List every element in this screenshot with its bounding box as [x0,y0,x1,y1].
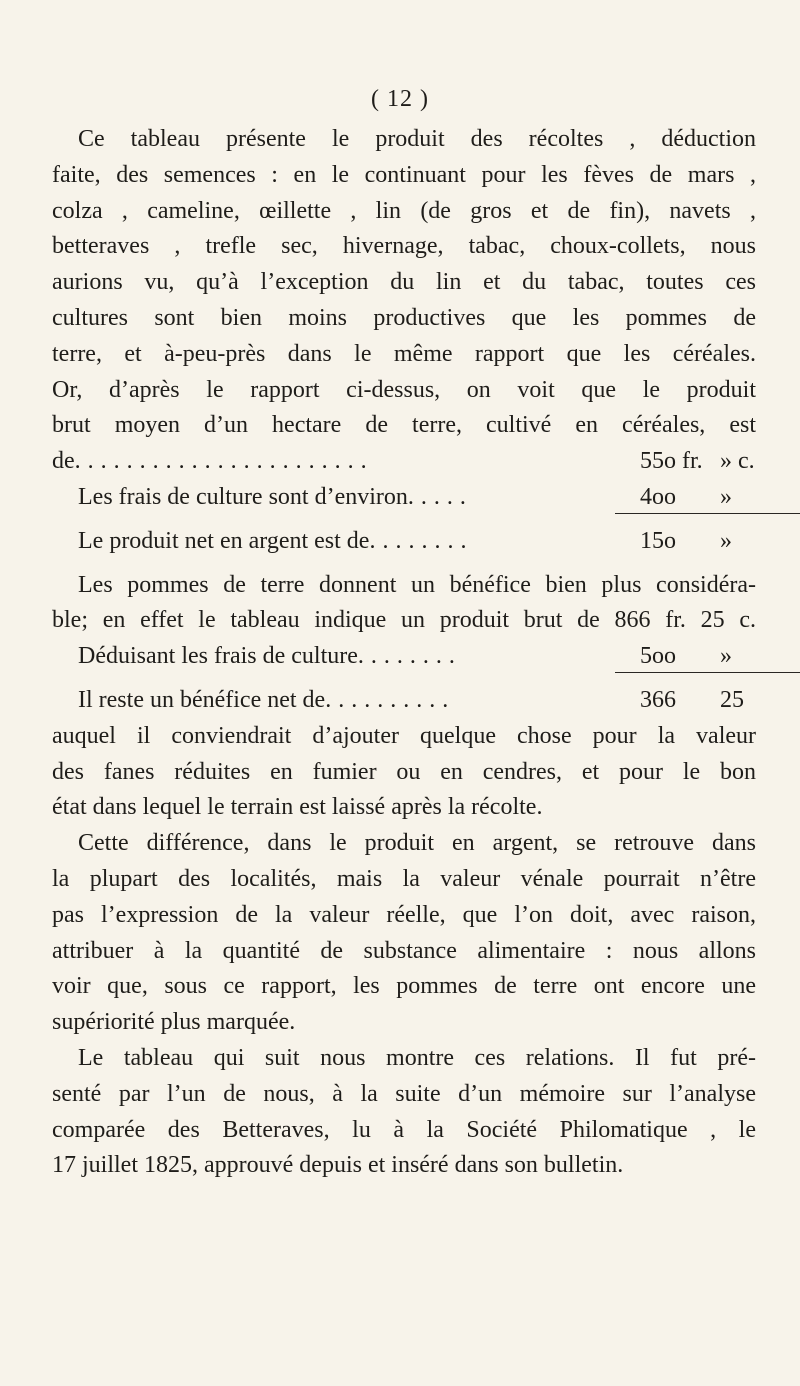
text-line: auquel il conviendrait d’ajouter quelque chose pour la valeur [52,722,756,749]
text-line: attribuer à la quantité de substance alimentaire : nous allons [52,937,756,964]
text-line: ble; en effet le tableau indique un produit brut de 866 fr. 25 c. [52,607,756,634]
text-line: Or, d’après le rapport ci-dessus, on voit que le produit [52,376,756,403]
leader-dots: . . . . . . . . . . [325,686,449,713]
text-line: betteraves , trefle sec, hivernage, tabac, choux-collets, nous [52,233,756,260]
ledger-unit: » c. [720,448,755,475]
text-line: Les pommes de terre donnent un bénéfice bien plus considéra- [78,571,756,598]
ledger-label: Les frais de culture sont d’environ [78,483,408,510]
ledger-unit: » [720,527,732,554]
ledger-row-costs [52,480,756,516]
ledger-amount: 55o fr. [640,448,703,475]
text-line: 17 juillet 1825, approuvé depuis et inséré dans son bulletin. [52,1152,624,1179]
body-text [52,122,756,1184]
text-line: Le tableau qui suit nous montre ces relations. Il fut pré- [78,1044,756,1071]
ledger-cereals [52,444,756,559]
text-line: la plupart des localités, mais la valeur vénale pourrait n’être [52,865,756,892]
text-line: comparée des Betteraves, lu à la Société Philomatique , le [52,1116,756,1143]
ledger-label: Le produit net en argent est de [78,527,370,554]
ledger-row-net [52,524,756,560]
text-line: brut moyen d’un hectare de terre, cultivé en céréales, est [52,412,756,439]
ledger-label: Il reste un bénéfice net de [78,686,326,713]
ledger-label: de [52,448,75,475]
leader-dots: . . . . . . . . [357,643,456,670]
text-line: terre, et à-peu-près dans le même rapport que les céréales. [52,340,756,367]
text-line: voir que, sous ce rapport, les pommes de terre ont encore une [52,973,756,1000]
text-line: senté par l’un de nous, à la suite d’un mémoire sur l’analyse [52,1080,756,1107]
ledger-amount: 366 [640,686,676,713]
text-line: Ce tableau présente le produit des récoltes , déduction [78,126,756,152]
ledger-potatoes [52,639,756,719]
paragraph-1 [52,122,756,444]
text-line: faite, des semences : en le continuant pour les fèves de mars , [52,161,756,188]
ledger-row-profit [52,683,756,719]
text-line: des fanes réduites en fumier ou en cendres, et pour le bon [52,758,756,785]
leader-dots: . . . . . . . . [369,527,467,554]
ledger-amount: 5oo [640,643,676,670]
ledger-unit: » [720,643,732,670]
paragraph-2 [52,568,756,640]
ledger-label: Déduisant les frais de culture [78,643,358,670]
ledger-amount: 4oo [640,483,676,510]
text-line: supériorité plus marquée. [52,1009,296,1036]
text-line: cultures sont bien moins productives que les pommes de [52,304,756,331]
ledger-row-deduction [52,639,756,675]
paragraph-3 [52,719,756,826]
text-line: aurions vu, qu’à l’exception du lin et du tabac, toutes ces [52,269,756,296]
leader-dots: . . . . . . . . . . . . . . . . . . . . . . . [74,448,368,475]
ledger-unit: » [720,483,732,510]
text-line: pas l’expression de la valeur réelle, que l’on doit, avec raison, [52,901,756,928]
paragraph-5 [52,1041,756,1184]
page-number: ( 12 ) [371,86,429,112]
leader-dots: . . . . . [407,483,467,510]
ledger-amount: 15o [640,527,676,554]
text-line: Cette différence, dans le produit en argent, se retrouve dans [78,830,756,857]
text-line: état dans lequel le terrain est laissé après la récolte. [52,794,543,821]
ledger-row-gross [52,444,756,480]
paragraph-4 [52,826,756,1041]
text-line: colza , cameline, œillette , lin (de gros et de fin), navets , [52,197,756,224]
ledger-unit: 25 [720,686,744,713]
